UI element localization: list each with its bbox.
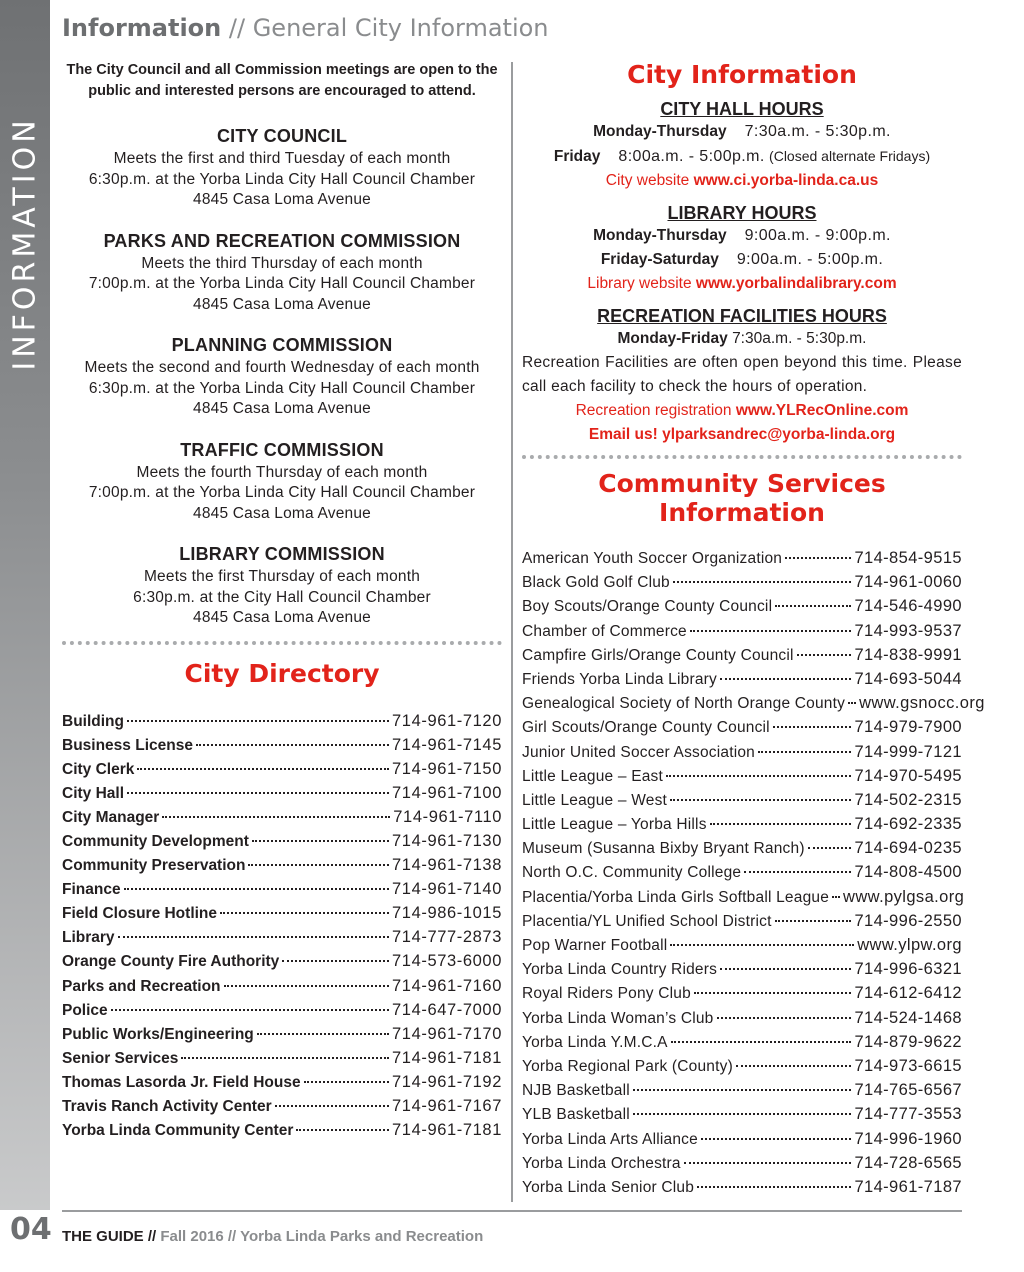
directory-row (522, 767, 962, 791)
directory-row (522, 1081, 962, 1105)
footer-season: Fall 2016 // (160, 1228, 241, 1245)
city-hall-hours (522, 99, 962, 193)
column-divider (511, 62, 513, 1202)
entry-phone: www.pylgsa.org (843, 887, 965, 906)
directory-row (62, 928, 502, 952)
dot-leader (296, 1129, 389, 1131)
dot-leader (304, 1081, 389, 1083)
dot-leader (257, 1033, 389, 1035)
directory-row (62, 904, 502, 928)
entry-phone: 714-838-9991 (854, 645, 962, 664)
entry-phone: 714-647-7000 (392, 1000, 502, 1019)
meeting-block (62, 335, 502, 420)
entry-name: Travis Ranch Activity Center (62, 1098, 272, 1115)
entry-name: Finance (62, 881, 121, 899)
entry-name: Yorba Linda Arts Alliance (522, 1130, 698, 1148)
directory-row (62, 832, 502, 856)
dot-leader (252, 840, 389, 842)
dot-leader (773, 726, 852, 728)
dot-leader (282, 960, 389, 962)
directory-row (522, 1009, 962, 1033)
dot-leader (684, 1162, 852, 1164)
recreation-registration-link[interactable]: Recreation registration www.YLRecOnline.com (575, 402, 909, 419)
footer-guide: THE GUIDE // (62, 1228, 161, 1245)
meetings-intro: The City Council and all Commission meetings are open to the public and interested persons are encouraged to attend. (66, 62, 498, 99)
entry-name: Museum (Susanna Bixby Bryant Ranch) (522, 840, 805, 858)
dot-leader (162, 816, 390, 818)
entry-name: Yorba Linda Orchestra (522, 1154, 681, 1172)
directory-row (62, 1073, 502, 1097)
meeting-detail: 4845 Casa Loma Avenue (193, 295, 371, 313)
entry-name: Yorba Linda Country Riders (522, 961, 718, 979)
directory-row (522, 597, 962, 621)
entry-phone: 714-961-7187 (854, 1177, 962, 1196)
directory-row (522, 743, 962, 767)
directory-row (62, 1001, 502, 1025)
entry-phone: 714-993-9537 (854, 621, 962, 640)
entry-name: Chamber of Commerce (522, 622, 687, 640)
entry-name: YLB Basketball (522, 1106, 630, 1124)
entry-phone: 714-961-7170 (392, 1024, 502, 1043)
meeting-title: TRAFFIC COMMISSION (180, 439, 384, 460)
entry-name: Campfire Girls/Orange County Council (522, 646, 794, 664)
entry-name: Genealogical Society of North Orange County (522, 695, 846, 713)
entry-name: Little League – West (522, 791, 668, 809)
directory-row (62, 784, 502, 808)
dot-leader (670, 944, 854, 946)
recreation-hours (522, 306, 962, 447)
dot-leader (671, 1041, 852, 1043)
entry-phone: 714-693-5044 (854, 669, 962, 688)
dot-leader (248, 864, 389, 866)
header-subtitle: General City Information (252, 14, 549, 42)
directory-row (522, 1033, 962, 1057)
meeting-detail: Meets the fourth Thursday of each month (136, 463, 428, 481)
directory-row (522, 573, 962, 597)
meeting-detail: 6:30p.m. at the Yorba Linda City Hall Council Chamber (88, 379, 476, 397)
meeting-detail: 4845 Casa Loma Avenue (193, 504, 371, 522)
meeting-title: PLANNING COMMISSION (171, 335, 393, 355)
directory-row (522, 718, 962, 742)
city-hall-heading: CITY HALL HOURS (660, 99, 824, 119)
entry-name: Yorba Linda Y.M.C.A (522, 1033, 668, 1051)
meeting-detail: Meets the first and third Tuesday of each month (113, 150, 451, 167)
directory-row (62, 712, 502, 736)
entry-name: Public Works/Engineering (62, 1025, 254, 1043)
directory-row (522, 1130, 962, 1154)
entry-phone: 714-986-1015 (392, 904, 502, 923)
directory-row (62, 736, 502, 760)
meeting-detail: 7:00p.m. at the Yorba Linda City Hall Council Chamber (88, 275, 476, 292)
entry-phone: 714-961-7100 (392, 783, 502, 802)
entry-name: Little League – Yorba Hills (522, 816, 707, 834)
entry-phone: 714-961-7138 (392, 856, 502, 875)
directory-row (522, 863, 962, 887)
directory-row (522, 549, 962, 573)
directory-row (522, 1178, 962, 1202)
email-link[interactable]: Email us! ylparksandrec@yorba-linda.org (588, 426, 896, 443)
footer-org: Yorba Linda Parks and Recreation (240, 1228, 484, 1245)
entry-name: Orange County Fire Authority (62, 953, 280, 971)
entry-phone: 714-573-6000 (392, 952, 502, 971)
dot-leader (775, 920, 852, 922)
entry-name: Community Development (62, 832, 249, 850)
directory-row (62, 880, 502, 904)
entry-name: Business License (62, 736, 193, 754)
meeting-title: CITY COUNCIL (216, 126, 348, 146)
dot-leader (736, 1065, 851, 1067)
entry-phone: 714-546-4990 (854, 597, 962, 616)
entry-phone: 714-961-7145 (392, 735, 502, 754)
meeting-detail: 4845 Casa Loma Avenue (193, 609, 371, 626)
entry-phone: 714-879-9622 (854, 1032, 962, 1051)
dot-leader (808, 847, 852, 849)
entry-name: NJB Basketball (522, 1082, 630, 1100)
directory-row (62, 1121, 502, 1145)
dot-leader (118, 936, 389, 938)
hours-row: Monday-Thursday 7:30a.m. - 5:30p.m. (593, 123, 891, 140)
entry-name: Friends Yorba Linda Library (522, 670, 717, 688)
meeting-block (62, 440, 502, 525)
entry-phone: 714-961-0060 (854, 573, 962, 592)
entry-phone: 714-961-7140 (392, 880, 502, 899)
meeting-block (62, 544, 502, 629)
directory-row (522, 694, 985, 718)
entry-phone: 714-854-9515 (854, 549, 962, 567)
entry-phone: 714-524-1468 (854, 1008, 962, 1027)
entry-phone: 714-502-2315 (854, 790, 962, 809)
entry-name: Field Closure Hotline (62, 905, 218, 923)
entry-name: Yorba Linda Community Center (62, 1122, 294, 1140)
dotted-divider (522, 455, 962, 459)
dot-leader (666, 775, 851, 777)
dot-leader (220, 912, 389, 914)
entry-phone: 714-961-7167 (392, 1097, 502, 1115)
entry-phone: 714-808-4500 (854, 863, 962, 882)
entry-name: City Manager (62, 808, 160, 826)
hours-row: Monday-Thursday 9:00a.m. - 9:00p.m. (593, 227, 891, 244)
recreation-heading: RECREATION FACILITIES HOURS (597, 306, 887, 326)
directory-row (522, 622, 962, 646)
entry-phone: 714-973-6615 (854, 1056, 962, 1075)
entry-phone: 714-961-7150 (392, 759, 502, 778)
dot-leader (710, 823, 852, 825)
meeting-detail: 4845 Casa Loma Avenue (193, 191, 371, 208)
dot-leader (633, 1113, 852, 1115)
header-separator: // (221, 14, 253, 42)
entry-phone: 714-961-7181 (392, 1048, 502, 1067)
dot-leader (633, 1089, 852, 1091)
directory-row (62, 760, 502, 784)
dot-leader (717, 1017, 852, 1019)
meeting-block (62, 126, 502, 211)
directory-row (522, 1057, 962, 1081)
left-column (62, 60, 502, 1145)
entry-name: Pop Warner Football (522, 937, 668, 954)
entry-phone: 714-777-3553 (854, 1105, 962, 1124)
meeting-detail: 6:30p.m. at the City Hall Council Chamber (133, 588, 431, 606)
entry-name: Yorba Regional Park (County) (522, 1057, 733, 1075)
entry-name: Community Preservation (62, 857, 246, 875)
dot-leader (697, 1186, 851, 1188)
entry-phone: 714-728-6565 (854, 1153, 962, 1172)
entry-phone: 714-694-0235 (854, 839, 962, 858)
dotted-divider (62, 641, 502, 645)
dot-leader (124, 888, 389, 890)
community-services-list (522, 549, 985, 1202)
entry-name: Boy Scouts/Orange County Council (522, 598, 773, 616)
meetings-list (62, 126, 502, 629)
directory-row (522, 839, 962, 863)
entry-name: Thomas Lasorda Jr. Field House (62, 1073, 301, 1091)
entry-name: Placentia/Yorba Linda Girls Softball League (522, 888, 830, 906)
dot-leader (775, 605, 851, 607)
entry-name: Junior United Soccer Association (522, 743, 755, 761)
entry-phone: 714-979-7900 (854, 718, 962, 737)
dot-leader (720, 678, 851, 680)
recreation-note: Recreation Facilities are often open beyond this time. Please call each facility to check the hours of operation. (522, 354, 962, 395)
dot-leader (670, 799, 851, 801)
entry-phone: 714-961-7130 (392, 831, 502, 850)
sidebar-label: INFORMATION (7, 115, 43, 371)
entry-phone: 714-765-6567 (854, 1081, 962, 1100)
dot-leader (127, 792, 389, 794)
directory-row (62, 1097, 502, 1121)
entry-name: Girl Scouts/Orange County Council (522, 719, 770, 737)
directory-row (522, 646, 962, 670)
entry-phone: 714-996-6321 (854, 960, 962, 979)
directory-row (62, 977, 502, 1001)
meeting-block (62, 231, 502, 316)
directory-row (62, 856, 502, 880)
dot-leader (744, 871, 851, 873)
hours-row: Friday-Saturday 9:00a.m. - 5:00p.m. (600, 251, 884, 268)
entry-name: Black Gold Golf Club (522, 574, 670, 592)
entry-name: Police (62, 1001, 108, 1019)
hours-row: Friday 8:00a.m. - 5:00p.m. (Closed alternate Fridays) (553, 148, 931, 165)
entry-phone: 714-970-5495 (854, 766, 962, 785)
directory-row (62, 808, 502, 832)
library-hours (522, 203, 962, 296)
entry-name: Building (62, 712, 124, 730)
entry-name: Library (62, 929, 115, 947)
directory-row (522, 984, 962, 1008)
entry-name: Little League – East (522, 767, 664, 785)
entry-name: Royal Riders Pony Club (522, 985, 691, 1003)
directory-row (522, 791, 962, 815)
entry-name: Placentia/YL Unified School District (522, 912, 772, 930)
dot-leader (694, 992, 851, 994)
meeting-detail: Meets the second and fourth Wednesday of each month (84, 359, 480, 376)
directory-row (522, 1154, 962, 1178)
hours-row: Monday-Friday 7:30a.m. - 5:30p.m. (617, 330, 867, 347)
page-footer (62, 1228, 483, 1245)
dot-leader (181, 1057, 389, 1059)
header-section: Information (62, 14, 222, 42)
entry-phone: 714-961-7192 (392, 1072, 502, 1091)
dot-leader (224, 985, 390, 987)
entry-phone: 714-777-2873 (392, 928, 502, 947)
entry-name: Parks and Recreation (62, 977, 221, 995)
dot-leader (701, 1138, 852, 1140)
meeting-detail: 6:30p.m. at the Yorba Linda City Hall Council Chamber (88, 170, 476, 188)
library-website-link[interactable]: Library website www.yorbalindalibrary.com (587, 275, 897, 292)
meeting-detail: Meets the first Thursday of each month (143, 568, 421, 585)
directory-row (62, 1025, 502, 1049)
community-services-title: Community Services Information (598, 469, 886, 527)
entry-name: Yorba Linda Senior Club (522, 1178, 695, 1196)
page-header (62, 14, 549, 42)
directory-row (62, 1049, 502, 1073)
entry-phone: 714-996-1960 (854, 1129, 962, 1148)
entry-phone: 714-961-7160 (392, 976, 502, 995)
entry-phone: 714-961-7181 (392, 1121, 502, 1140)
city-directory-list (62, 712, 502, 1146)
entry-phone: 714-996-2550 (854, 911, 962, 930)
library-heading: LIBRARY HOURS (667, 203, 817, 223)
entry-name: Yorba Linda Woman’s Club (522, 1009, 714, 1027)
meeting-detail: 4845 Casa Loma Avenue (193, 400, 371, 417)
footer-rule (62, 1210, 962, 1212)
entry-name: North O.C. Community College (522, 864, 742, 882)
meeting-detail: Meets the third Thursday of each month (141, 254, 423, 272)
dot-leader (848, 702, 856, 704)
dot-leader (196, 744, 389, 746)
dot-leader (137, 768, 389, 770)
page-number: 04 (10, 1212, 52, 1247)
dot-leader (127, 720, 389, 722)
directory-row (522, 936, 962, 960)
entry-phone: 714-961-7120 (392, 711, 502, 730)
directory-row (522, 670, 962, 694)
directory-row (522, 887, 965, 912)
dot-leader (832, 896, 840, 898)
entry-phone: 714-612-6412 (854, 984, 962, 1003)
dot-leader (275, 1105, 389, 1107)
entry-name: City Clerk (62, 760, 135, 778)
entry-name: Senior Services (62, 1049, 179, 1067)
right-column (522, 60, 985, 1202)
meeting-detail: 7:00p.m. at the Yorba Linda City Hall Council Chamber (88, 484, 476, 501)
entry-name: American Youth Soccer Organization (522, 550, 783, 567)
dot-leader (690, 630, 852, 632)
directory-row (62, 952, 502, 976)
dot-leader (797, 654, 852, 656)
entry-phone: 714-999-7121 (854, 742, 962, 761)
dot-leader (785, 557, 851, 559)
entry-name: City Hall (62, 784, 125, 802)
meeting-title: LIBRARY COMMISSION (179, 544, 385, 564)
directory-row (522, 1105, 962, 1129)
directory-row (522, 960, 962, 984)
directory-row (522, 912, 962, 936)
entry-phone: 714-692-2335 (854, 815, 962, 834)
city-website-link[interactable]: City website www.ci.yorba-linda.ca.us (605, 172, 879, 189)
entry-phone: 714-961-7110 (393, 807, 502, 826)
meeting-title: PARKS AND RECREATION COMMISSION (103, 230, 461, 251)
city-information-title: City Information (627, 60, 857, 89)
city-directory-title: City Directory (184, 658, 380, 688)
directory-row (522, 815, 962, 839)
dot-leader (720, 968, 851, 970)
dot-leader (673, 581, 852, 583)
entry-phone: www.ylpw.org (857, 936, 962, 954)
entry-phone: www.gsnocc.org (859, 694, 985, 713)
dot-leader (758, 751, 851, 753)
dot-leader (111, 1009, 389, 1011)
